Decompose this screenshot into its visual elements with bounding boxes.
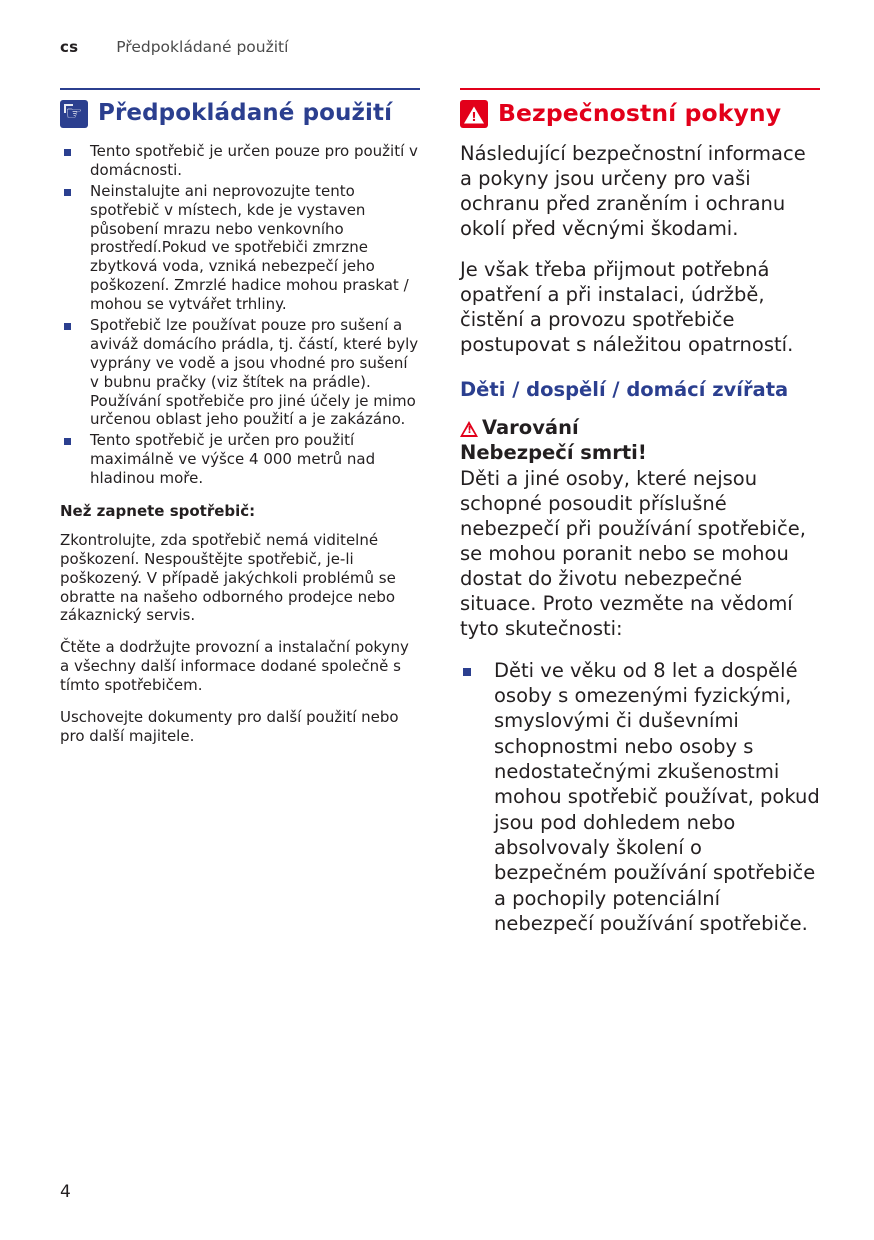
page-number: 4 [60,1182,71,1202]
list-item: Neinstalujte ani neprovozujte tento spotřebič v místech, kde je vystaven působení mrazu nebo venkovního prostředí.Pokud ve spotřebiči zmrzne zbytková voda, vzniká nebezpečí jeho poškození. Zmrzlé hadice mohou praskat / mohou se vytvářet trhliny. [60,182,420,314]
safety-instructions-heading [460,88,820,128]
paragraph: Následující bezpečnostní informace a pokyny jsou určeny pro vaši ochranu před zraněním i ochranu okolí před věcnými škodami. [460,142,806,240]
left-column-body [60,142,420,746]
children-adults-pets-subheading: Děti / dospělí / domácí zvířata [460,377,789,401]
safety-warning-icon [460,100,488,128]
intended-use-heading-text: Předpokládané použití [98,100,393,127]
paragraph: Čtěte a dodržujte provozní a instalační pokyny a všechny další informace dodané společně s tímto spotřebičem. [60,638,409,695]
warning-label-text: Varování [482,416,579,439]
right-column [460,88,820,936]
exclamation-mark: ! [467,425,472,436]
warning-label-line [460,416,820,441]
exclamation-mark: ! [471,109,477,124]
warning-triangle-icon [460,420,479,437]
intended-use-icon [60,100,88,128]
before-switching-on-subheading: Než zapnete spotřebič: [60,502,256,521]
paragraph: Uschovejte dokumenty pro další použití nebo pro další majitele. [60,708,399,745]
safety-instructions-heading-text: Bezpečnostní pokyny [498,99,782,128]
warning-title: Nebezpečí smrti! [460,440,647,464]
paragraph: Je však třeba přijmout potřebná opatření a při instalaci, údržbě, čistění a provozu spotřebiče postupovat s náležitou opatrností. [460,257,794,356]
warning-block [460,416,820,642]
list-item: Spotřebič lze používat pouze pro sušení a aviváž domácího prádla, tj. částí, které byly vyprány ve vodě a jsou vhodné pro sušení v bubnu pračky (viz štítek na prádle). Používání spotřebiče pro jiné účely je mimo určenou oblast jeho použití a je zakázáno. [60,316,420,429]
page-columns [60,88,820,1148]
language-code: cs [60,38,79,56]
paragraph: Zkontrolujte, zda spotřebič nemá viditelné poškození. Nespouštějte spotřebič, je-li poškozený. V případě jakýchkoli problémů se obratte na našeho odborného prodejce nebo zákaznický servis. [60,530,396,625]
list-item: Tento spotřebič je určen pouze pro použití v domácnosti. [60,142,420,180]
running-head [60,38,760,56]
list-item: Děti ve věku od 8 let a dospělé osoby s omezenými fyzickými, smyslovými či duševními schopnostmi nebo osoby s nedostatečnými zkušenostmi mohou spotřebič používat, pokud jsou pod dohledem nebo absolvovaly školení o bezpečném používání spotřebiče a pochopily potenciální nebezpečí používání spotřebiče. [460,658,820,937]
intended-use-heading [60,88,420,128]
safety-bullet-list [460,658,820,937]
running-head-title: Předpokládané použití [116,38,289,56]
list-item: Tento spotřebič je určen pro použití maximálně ve výšce 4 000 metrů nad hladinou moře. [60,431,420,488]
left-column [60,88,420,759]
warning-body: Děti a jiné osoby, které nejsou schopné posoudit příslušné nebezpečí při používání spotřebiče, se mohou poranit nebo se mohou dostat do životu nebezpečné situace. Proto vezměte na vědomí tyto skutečnosti: [460,466,806,640]
right-column-body [460,142,820,936]
intended-use-bullet-list [60,142,420,488]
